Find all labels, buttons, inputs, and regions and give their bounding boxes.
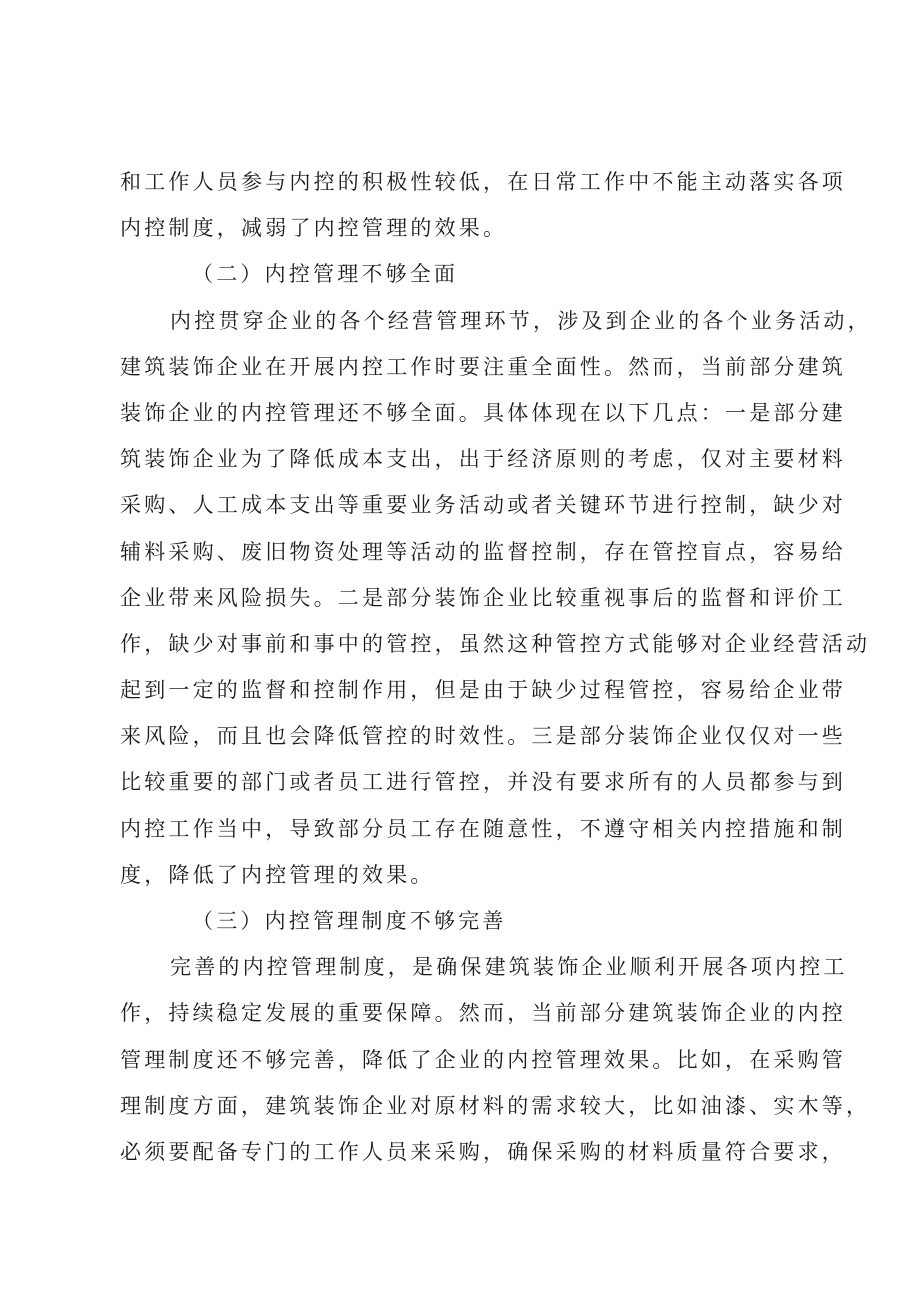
paragraph-line: 内控贯穿企业的各个经营管理环节，涉及到企业的各个业务活动， — [170, 308, 872, 333]
paragraph-line: 作，持续稳定发展的重要保障。然而，当前部分建筑装饰企业的内控 — [120, 1001, 846, 1026]
paragraph-line: 企业带来风险损失。二是部分装饰企业比较重视事后的监督和评价工 — [120, 585, 846, 610]
paragraph-line: 作，缺少对事前和事中的管控，虽然这种管控方式能够对企业经营活动 — [120, 631, 871, 656]
paragraph-line: 和工作人员参与内控的积极性较低，在日常工作中不能主动落实各项 — [120, 170, 846, 194]
paragraph-line: 管理制度还不够完善，降低了企业的内控管理效果。比如，在采购管 — [120, 1047, 846, 1072]
paragraph-line: 筑装饰企业为了降低成本支出，出于经济原则的考虑，仅对主要材料 — [120, 447, 846, 472]
section-heading-3: （三）内控管理制度不够完善 — [192, 909, 507, 933]
paragraph-line: 必须要配备专门的工作人员来采购，确保采购的材料质量符合要求， — [120, 1139, 846, 1164]
paragraph-line: 起到一定的监督和控制作用，但是由于缺少过程管控，容易给企业带 — [120, 678, 846, 703]
paragraph-line: 来风险，而且也会降低管控的时效性。三是部分装饰企业仅仅对一些 — [120, 724, 846, 749]
section-heading-2: （二）内控管理不够全面 — [192, 262, 459, 287]
paragraph-line: 装饰企业的内控管理还不够全面。具体体现在以下几点：一是部分建 — [120, 400, 846, 425]
paragraph-line: 度，降低了内控管理的效果。 — [120, 862, 435, 887]
body-text — [120, 159, 872, 1175]
paragraph-line: 建筑装饰企业在开展内控工作时要注重全面性。然而，当前部分建筑 — [120, 354, 846, 379]
paragraph-line: 理制度方面，建筑装饰企业对原材料的需求较大，比如油漆、实木等， — [120, 1093, 871, 1118]
paragraph-line: 内控制度，减弱了内控管理的效果。 — [120, 216, 508, 241]
paragraph-line: 采购、人工成本支出等重要业务活动或者关键环节进行控制，缺少对 — [120, 493, 846, 518]
paragraph-line: 完善的内控管理制度，是确保建筑装饰企业顺利开展各项内控工 — [170, 955, 848, 980]
paragraph-line: 比较重要的部门或者员工进行管控，并没有要求所有的人员都参与到 — [120, 770, 846, 795]
paragraph-line: 辅料采购、废旧物资处理等活动的监督控制，存在管控盲点，容易给 — [120, 539, 846, 564]
paragraph-line: 内控工作当中，导致部分员工存在随意性，不遵守相关内控措施和制 — [120, 816, 846, 841]
